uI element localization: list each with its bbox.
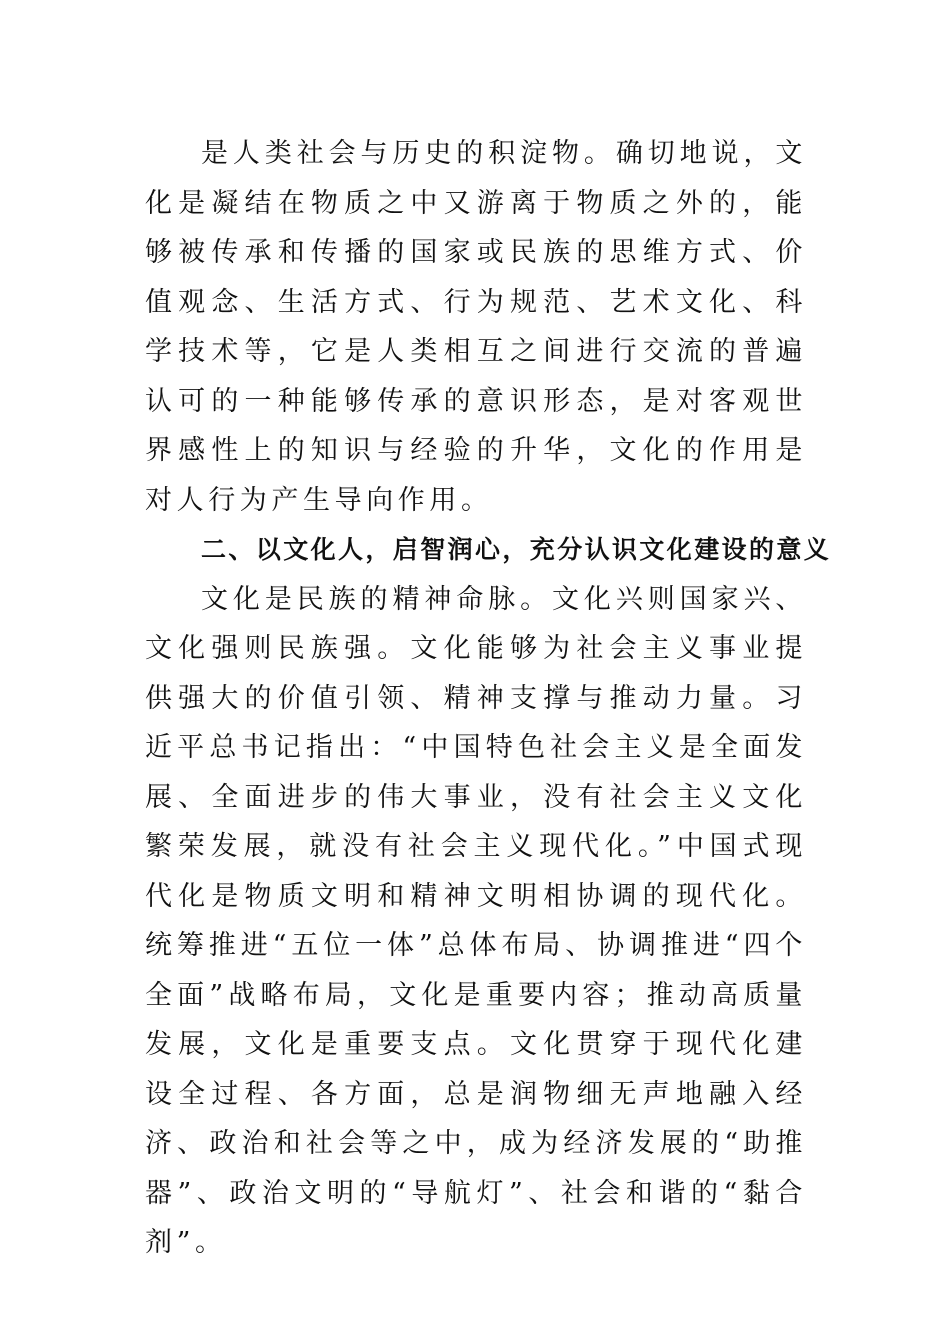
section-heading-2: 二、以文化人，启智润心，充分认识文化建设的意义 [201, 535, 832, 564]
paragraph-culture-significance: 文化是民族的精神命脉。文化兴则国家兴、文化强则民族强。文化能够为社会主义事业提供强大的价值引领、精神支撑与推动力量。习近平总书记指出：“中国特色社会主义是全面发展、全面进步的伟大事业，没有社会主义文化繁荣发展，就没有社会主义现代化。”中国式现代化是物质文明和精神文明相协调的现代化。统筹推进“五位一体”总体布局、协调推进“四个全面”战略布局，文化是重要内容；推动高质量发展，文化是重要支点。文化贯穿于现代化建设全过程、各方面，总是润物细无声地融入经济、政治和社会等之中，成为经济发展的“助推器”、政治文明的“导航灯”、社会和谐的“黏合剂”。 [145, 583, 807, 1258]
paragraph-culture-definition: 是人类社会与历史的积淀物。确切地说，文化是凝结在物质之中又游离于物质之外的，能够被传承和传播的国家或民族的思维方式、价值观念、生活方式、行为规范、艺术文化、科学技术等，它是人类相互之间进行交流的普遍认可的一种能够传承的意识形态，是对客观世界感性上的知识与经验的升华，文化的作用是对人行为产生导向作用。 [145, 138, 807, 516]
document-body [145, 129, 832, 1268]
